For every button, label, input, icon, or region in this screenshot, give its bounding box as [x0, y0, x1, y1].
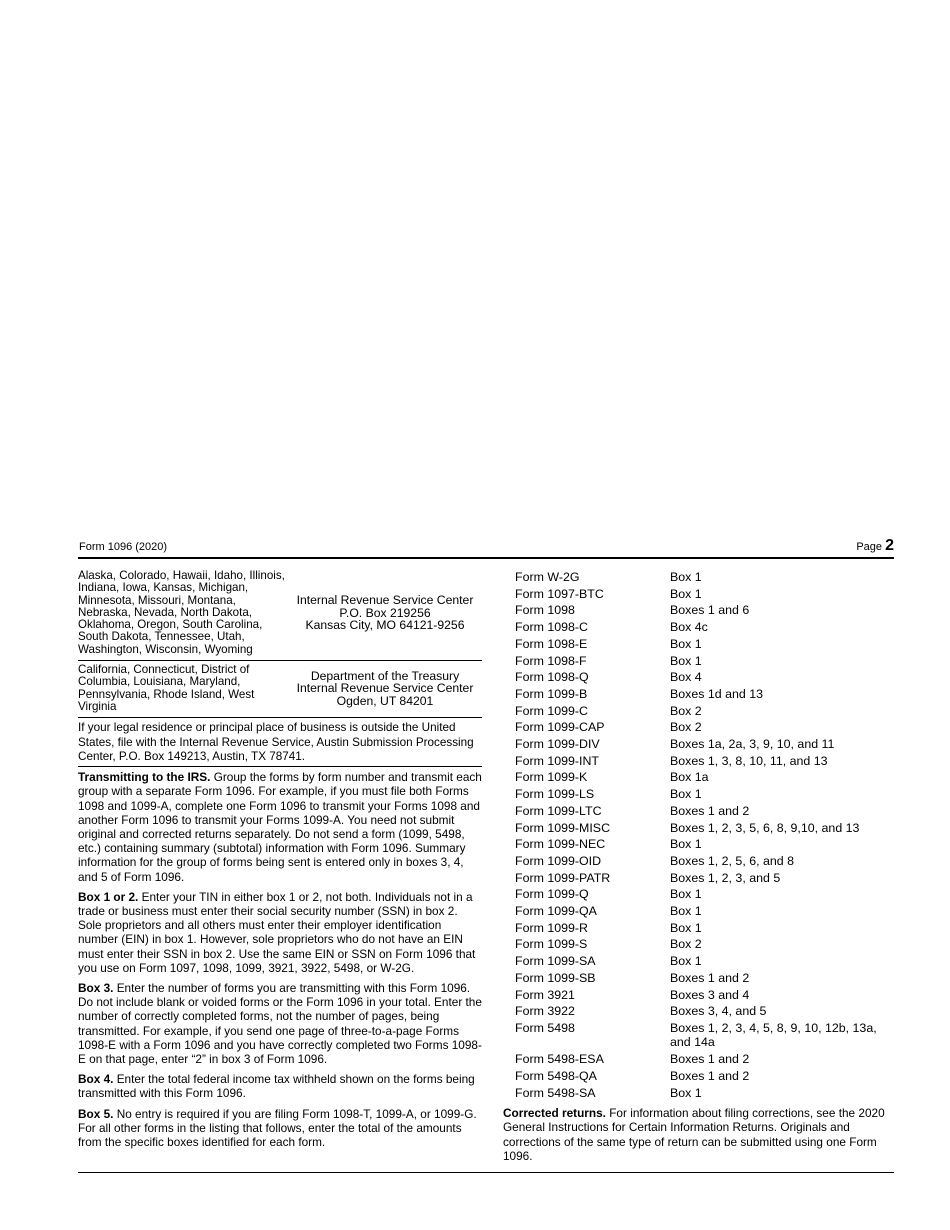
- table-row: [515, 654, 894, 668]
- table-row: [515, 821, 894, 835]
- form-name-cell: Form 1099-DIV: [515, 737, 600, 752]
- table-row: [515, 770, 894, 784]
- form-name-cell: Form 5498-SA: [515, 1085, 596, 1100]
- section-heading: Corrected returns.: [503, 1105, 606, 1120]
- state-list: Alaska, Colorado, Hawaii, Idaho, Illinois, Indiana, Iowa, Kansas, Michigan, Minnesota, Missouri, Montana, Nebraska, Nevada, North Dakota, Oklahoma, Oregon, South Carolina, South Dakota, Tennessee, Utah, Washington, Wisconsin, Wyoming: [78, 569, 285, 656]
- section-text: Enter the total federal income tax withheld shown on the forms being transmitted with this Form 1096.: [78, 1072, 475, 1101]
- section-text: No entry is required if you are filing Form 1098-T, 1099-A, or 1099-G. For all other forms in the listing that follows, enter the total of the amounts from the specific boxes identified for each form.: [78, 1106, 477, 1150]
- boxes-cell: Boxes 1, 2, 5, 6, and 8: [670, 853, 794, 868]
- boxes-cell: Box 2: [670, 720, 702, 735]
- boxes-cell: Box 1: [670, 1085, 702, 1100]
- irs-address-line: Department of the Treasury: [310, 668, 460, 683]
- table-row: [515, 737, 894, 751]
- boxes-cell: Boxes 3 and 4: [670, 987, 750, 1002]
- corrected-returns: [503, 1106, 894, 1163]
- table-row: [515, 1052, 894, 1066]
- state-list: California, Connecticut, District of Columbia, Louisiana, Maryland, Pennsylvania, Rhode Island, West Virginia: [78, 663, 255, 713]
- section-text: Enter your TIN in either box 1 or 2, not both. Individuals not in a trade or business must enter their social security number (SSN) in box 2. Sole proprietors and all others must enter their employer identification number (EIN) in box 1. However, sole proprietors who do not have an EIN must enter their SSN in box 2. Use the same EIN or SSN on Form 1096 that you use on Form 1097, 1098, 1099, 3921, 3922, 5498, or W-2G.: [78, 889, 476, 975]
- boxes-cell: Boxes 1, 2, 3, and 5: [670, 870, 781, 885]
- boxes-cell: Box 1: [670, 653, 702, 668]
- table-row: [515, 988, 894, 1002]
- table-row: [515, 871, 894, 885]
- form-name-cell: Form 1099-SA: [515, 954, 596, 969]
- section-box-4: [78, 1072, 482, 1100]
- table-row: [515, 720, 894, 734]
- form-name-cell: Form 1099-QA: [515, 904, 597, 919]
- table-row: [515, 637, 894, 651]
- table-row: [515, 1086, 894, 1100]
- form-name-cell: Form 1099-R: [515, 920, 588, 935]
- form-name-cell: Form 1099-MISC: [515, 820, 611, 835]
- table-row: [515, 904, 894, 918]
- section-heading: Box 3.: [78, 981, 114, 995]
- boxes-cell: Box 1: [670, 904, 702, 919]
- boxes-cell: Boxes 1, 2, 3, 5, 6, 8, 9,10, and 13: [670, 820, 860, 835]
- section-box-3: [78, 981, 482, 1066]
- address-row-ogden: [78, 661, 482, 718]
- form-name-cell: Form 1099-Q: [515, 887, 589, 902]
- section-heading: Box 4.: [78, 1072, 114, 1087]
- table-row: [515, 887, 894, 901]
- table-row: [515, 670, 894, 684]
- boxes-cell: Boxes 1 and 2: [670, 803, 750, 818]
- header-rule: [78, 557, 894, 559]
- form-name-cell: Form 1097-BTC: [515, 586, 604, 601]
- form-name-cell: Form 3921: [515, 987, 575, 1002]
- page-prefix: Page: [856, 541, 883, 553]
- irs-address-line: Kansas City, MO 64121-9256: [305, 618, 465, 633]
- table-row: [515, 587, 894, 601]
- table-row: [515, 837, 894, 851]
- boxes-cell: Box 2: [670, 937, 702, 952]
- table-row: [515, 754, 894, 768]
- bottom-rule: [78, 1172, 894, 1173]
- section-text: For information about filing corrections, see the 2020 General Instructions for Certain Information Returns. Originals and corrections of the same type of return can be submitted using one Form 1096.: [503, 1105, 885, 1163]
- boxes-cell: Box 1: [670, 920, 702, 935]
- form-name-cell: Form 1099-LS: [515, 787, 595, 802]
- section-transmitting: [78, 770, 482, 884]
- boxes-cell: Box 1a: [670, 770, 709, 785]
- form-name-cell: Form 1099-LTC: [515, 803, 602, 818]
- boxes-cell: Boxes 1d and 13: [670, 686, 764, 701]
- form-name-cell: Form 1099-C: [515, 703, 588, 718]
- table-row: [515, 954, 894, 968]
- irs-address: [288, 594, 482, 632]
- form-name-cell: Form 1098-C: [515, 620, 588, 635]
- irs-address-line: Internal Revenue Service Center: [296, 593, 474, 608]
- boxes-cell: Boxes 1, 3, 8, 10, 11, and 13: [670, 753, 828, 768]
- boxes-cell: Box 1: [670, 636, 702, 651]
- form-name-cell: Form 1099-SB: [515, 970, 596, 985]
- boxes-cell: Boxes 1 and 2: [670, 1052, 750, 1067]
- section-text: Enter the number of forms you are transmitting with this Form 1096. Do not include blank or voided forms or the Form 1096 in your total. Enter the number of correctly completed forms, not the number of pages, being transmitted. For example, if you send one page of three-to-a-page Forms 1098-E with a Form 1096 and you have correctly completed two Forms 1098-E on that page, enter “2” in box 3 of Form 1096.: [78, 981, 482, 1067]
- table-row: [515, 570, 894, 584]
- table-row: [515, 921, 894, 935]
- form-name-cell: Form 1099-B: [515, 686, 588, 701]
- form-name-cell: Form 1099-OID: [515, 853, 602, 868]
- table-row: [515, 804, 894, 818]
- irs-address-line: P.O. Box 219256: [339, 605, 431, 620]
- table-row: [515, 1004, 894, 1018]
- irs-address: [288, 670, 482, 708]
- form-name-cell: Form 5498: [515, 1020, 575, 1035]
- section-heading: Transmitting to the IRS.: [78, 770, 211, 785]
- table-row: [515, 1021, 894, 1050]
- section-heading: Box 1 or 2.: [78, 889, 139, 904]
- form-name-cell: Form 1099-S: [515, 937, 588, 952]
- form-label: Form 1096 (2020): [79, 541, 168, 553]
- boxes-cell: Boxes 1a, 2a, 3, 9, 10, and 11: [670, 737, 835, 752]
- form-name-cell: Form 3922: [515, 1004, 575, 1019]
- form-name-cell: Form 1099-PATR: [515, 870, 611, 885]
- boxes-cell: Box 1: [670, 954, 702, 969]
- boxes-cell: Box 1: [670, 787, 702, 802]
- outside-us-note: If your legal residence or principal place of business is outside the United States, file with the Internal Revenue Service, Austin Submission Processing Center, P.O. Box 149213, Austin, TX 78741.: [78, 718, 482, 767]
- form-name-cell: Form 1098-E: [515, 636, 588, 651]
- form-name-cell: Form 1098: [515, 603, 575, 618]
- page-number-value: 2: [885, 537, 894, 554]
- table-row: [515, 620, 894, 634]
- form-name-cell: Form 5498-QA: [515, 1068, 597, 1083]
- form-name-cell: Form 1099-K: [515, 770, 588, 785]
- form-name-cell: Form 1099-NEC: [515, 837, 606, 852]
- boxes-cell: Box 1: [670, 570, 702, 584]
- page-number: [856, 537, 894, 555]
- table-row: [515, 603, 894, 617]
- boxes-cell: Box 1: [670, 837, 702, 852]
- table-row: [515, 687, 894, 701]
- boxes-cell: Box 4: [670, 670, 702, 685]
- form-name-cell: Form 1098-Q: [515, 670, 589, 685]
- irs-address-line: Ogden, UT 84201: [336, 693, 434, 708]
- boxes-cell: Boxes 3, 4, and 5: [670, 1004, 767, 1019]
- boxes-cell: Box 1: [670, 586, 702, 601]
- left-column: [78, 570, 482, 1155]
- boxes-cell: Boxes 1 and 2: [670, 970, 750, 985]
- table-row: [515, 854, 894, 868]
- section-heading: Box 5.: [78, 1106, 114, 1121]
- form-name-cell: Form W-2G: [515, 570, 580, 584]
- irs-address-line: Internal Revenue Service Center: [296, 681, 474, 696]
- box-table: [515, 570, 894, 1100]
- table-row: [515, 971, 894, 985]
- boxes-cell: Box 4c: [670, 620, 708, 635]
- form-name-cell: Form 1099-CAP: [515, 720, 605, 735]
- section-box-5: [78, 1107, 482, 1150]
- table-row: [515, 787, 894, 801]
- section-box-1-or-2: [78, 890, 482, 975]
- section-text: Group the forms by form number and transmit each group with a separate Form 1096. For example, if you must file both Forms 1098 and 1099-A, complete one Form 1096 to transmit your Forms 1098 and another Form 1096 to transmit your Forms 1099-A. You need not submit original and corrected returns separately. Do not send a form (1099, 5498, etc.) containing summary (subtotal) information with Form 1096. Summary information for the group of forms being sent is entered only in boxes 3, 4, and 5 of Form 1096.: [78, 770, 482, 884]
- table-row: [515, 704, 894, 718]
- boxes-cell: Boxes 1, 2, 3, 4, 5, 8, 9, 10, 12b, 13a, and 14a: [670, 1020, 877, 1050]
- form-name-cell: Form 1099-INT: [515, 753, 599, 768]
- table-row: [515, 937, 894, 951]
- table-row: [515, 1069, 894, 1083]
- boxes-cell: Boxes 1 and 6: [670, 603, 750, 618]
- address-row-kansas-city: [78, 570, 482, 661]
- boxes-cell: Box 2: [670, 703, 702, 718]
- boxes-cell: Box 1: [670, 887, 702, 902]
- form-name-cell: Form 5498-ESA: [515, 1052, 604, 1067]
- form-name-cell: Form 1098-F: [515, 653, 587, 668]
- boxes-cell: Boxes 1 and 2: [670, 1068, 750, 1083]
- right-column: [503, 570, 894, 1163]
